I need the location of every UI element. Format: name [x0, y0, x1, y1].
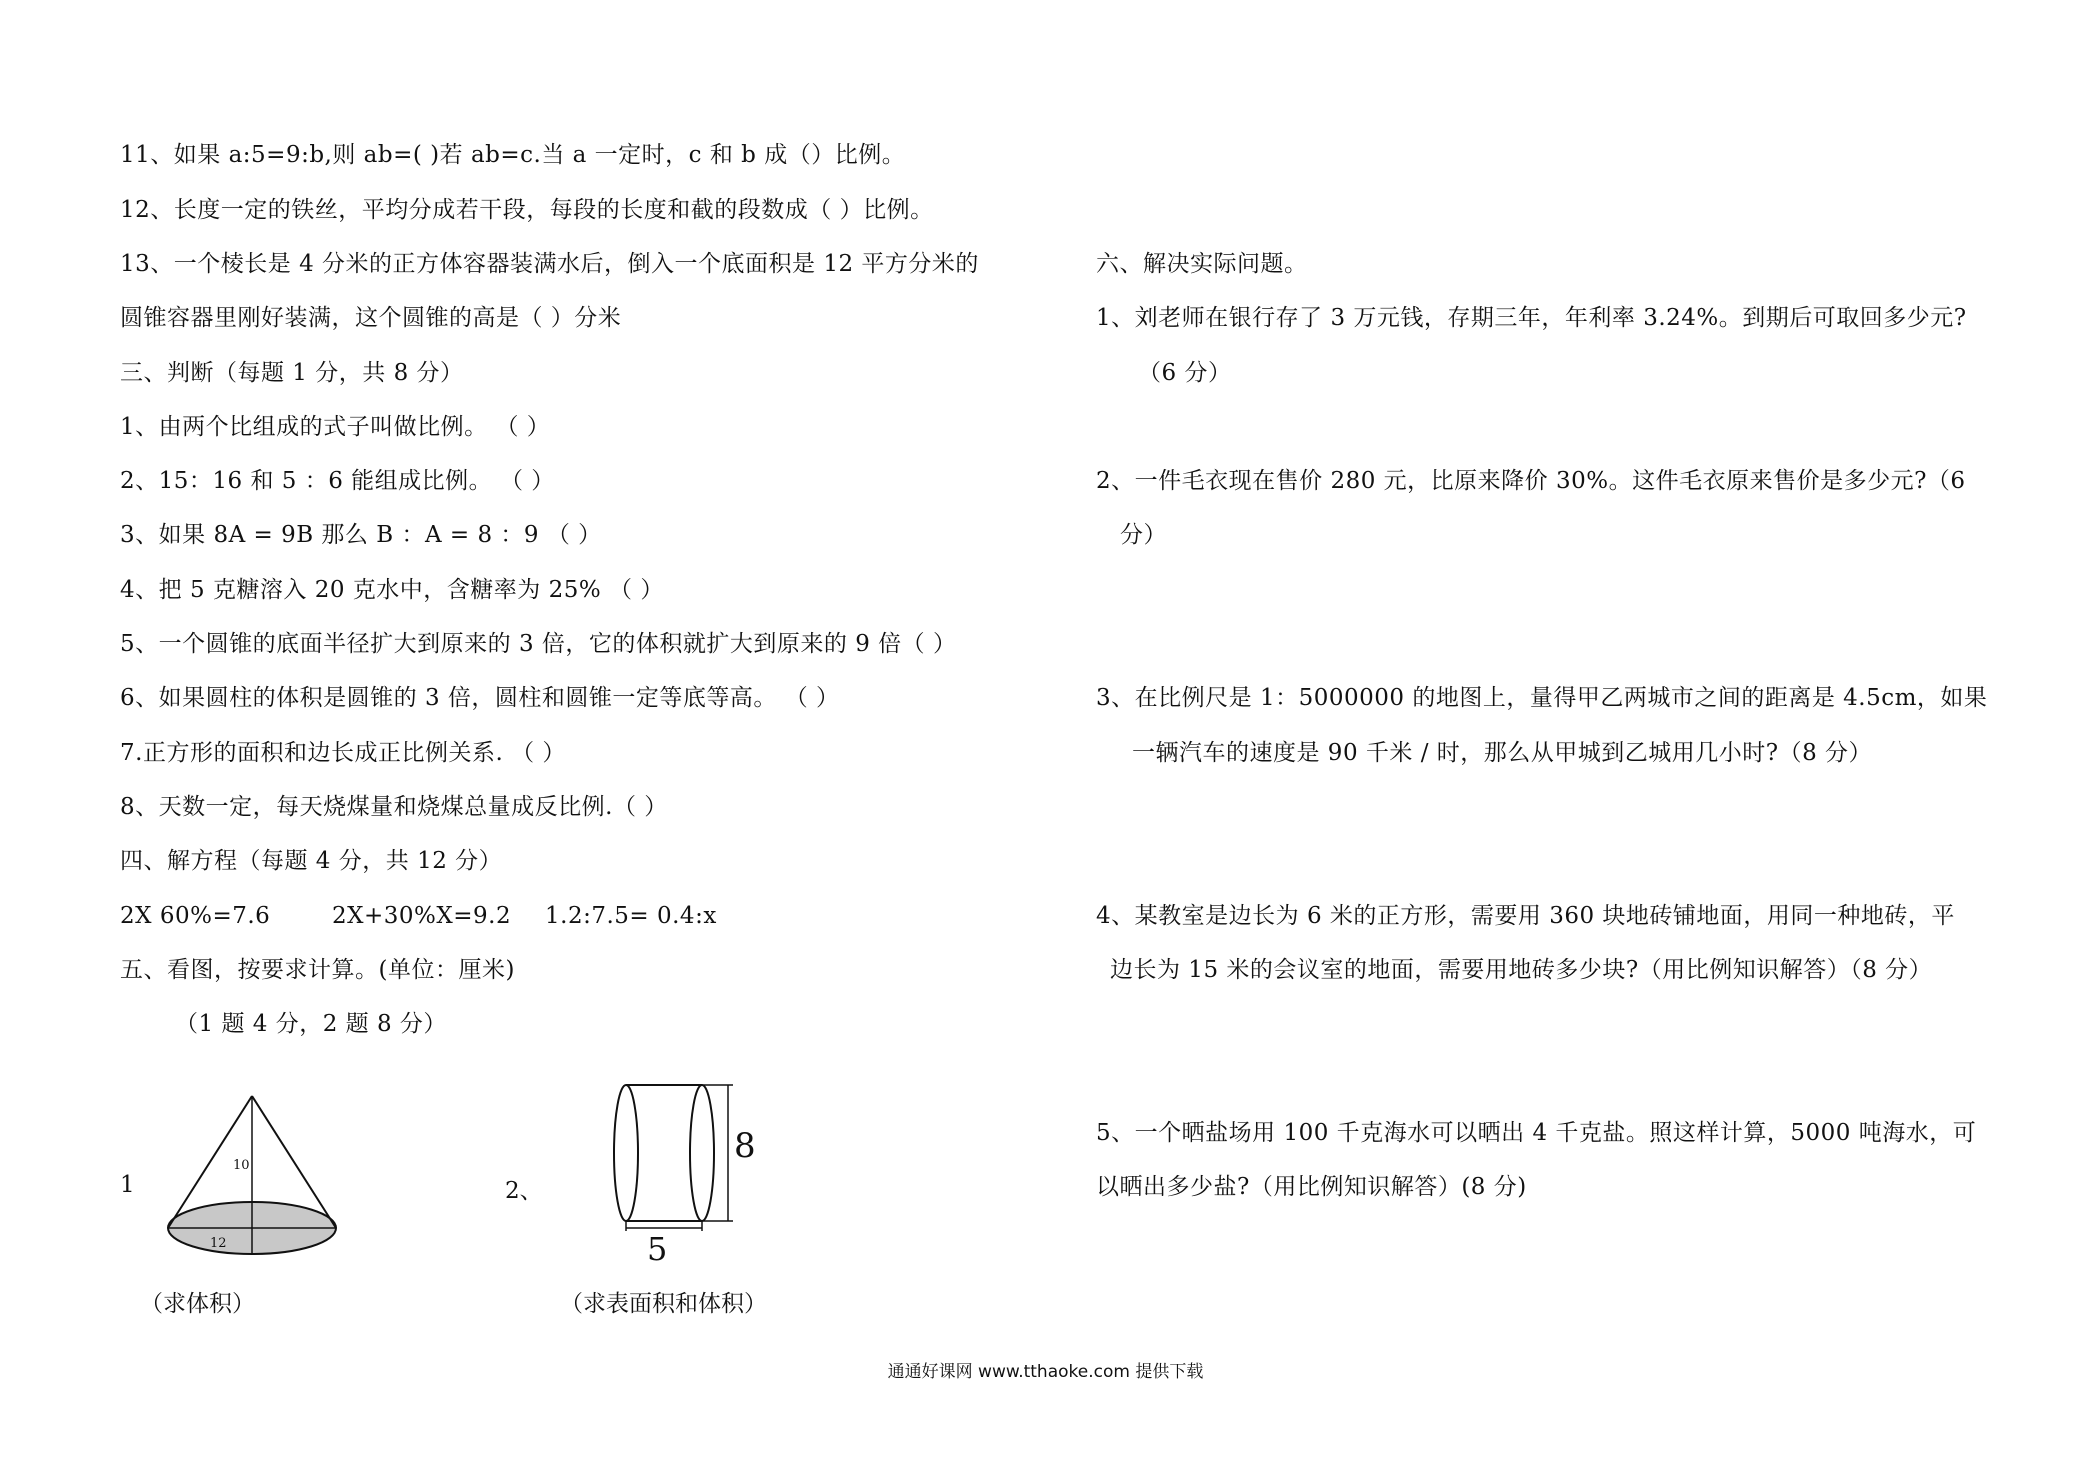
- figure-1-number: 1: [120, 1172, 135, 1198]
- question-12: 12、长度一定的铁丝，平均分成若干段，每段的长度和截的段数成（ ）比例。: [120, 197, 934, 223]
- judge-7: 7.正方形的面积和边长成正比例关系. （ ）: [120, 740, 566, 766]
- judge-5: 5、一个圆锥的底面半径扩大到原来的 3 倍，它的体积就扩大到原来的 9 倍（ ）: [120, 631, 957, 657]
- problem-3-line1: 3、在比例尺是 1：5000000 的地图上，量得甲乙两城市之间的距离是 4.5cm，如果: [1096, 685, 1988, 711]
- section-6-heading: 六、解决实际问题。: [1096, 251, 1308, 277]
- equation-1: 2X 60%=7.6: [120, 903, 271, 929]
- problem-4-line1: 4、某教室是边长为 6 米的正方形，需要用 360 块地砖铺地面，用同一种地砖，平: [1096, 903, 1955, 929]
- cylinder-right-end: [690, 1085, 714, 1221]
- cylinder-height-label: 8: [734, 1126, 756, 1166]
- cylinder-diameter-label: 5: [647, 1230, 668, 1268]
- problem-3-line2: 一辆汽车的速度是 90 千米 / 时，那么从甲城到乙城用几小时?（8 分）: [1132, 740, 1873, 766]
- figure-2-number: 2、: [505, 1178, 543, 1204]
- judge-3: 3、如果 8A = 9B 那么 B ：A = 8 ：9 （ ）: [120, 522, 602, 548]
- section-3-heading: 三、判断（每题 1 分，共 8 分）: [120, 360, 464, 386]
- problem-1-line2: （6 分）: [1138, 360, 1232, 386]
- problem-5-line2: 以晒出多少盐?（用比例知识解答）(8 分): [1096, 1174, 1527, 1200]
- question-11: 11、如果 a:5=9:b,则 ab=( )若 ab=c.当 a 一定时，c 和 b 成（）比例。: [120, 142, 906, 168]
- section-5-heading: 五、看图，按要求计算。(单位：厘米): [120, 957, 515, 983]
- question-13-line2: 圆锥容器里刚好装满，这个圆锥的高是（ ）分米: [120, 305, 622, 331]
- cone-radius-label: 12: [210, 1236, 227, 1251]
- section-4-heading: 四、解方程（每题 4 分，共 12 分）: [120, 848, 503, 874]
- footer-source: 通通好课网 www.tthaoke.com 提供下载: [887, 1362, 1204, 1382]
- cone-height-label: 10: [233, 1158, 250, 1173]
- figure-2-caption: （求表面积和体积）: [560, 1291, 767, 1317]
- cylinder-left-end: [614, 1085, 638, 1221]
- judge-4: 4、把 5 克糖溶入 20 克水中，含糖率为 25% （ ）: [120, 577, 664, 603]
- section-5-scoring: （1 题 4 分，2 题 8 分）: [175, 1011, 447, 1037]
- judge-8: 8、天数一定，每天烧煤量和烧煤总量成反比例.（ ）: [120, 794, 668, 820]
- judge-1: 1、由两个比组成的式子叫做比例。 （ ）: [120, 414, 551, 440]
- problem-5-line1: 5、一个晒盐场用 100 千克海水可以晒出 4 千克盐。照这样计算，5000 吨海水，可: [1096, 1120, 1977, 1146]
- equation-3: 1.2:7.5= 0.4:x: [545, 903, 717, 929]
- problem-4-line2: 边长为 15 米的会议室的地面，需要用地砖多少块?（用比例知识解答）（8 分）: [1110, 957, 1933, 983]
- judge-6: 6、如果圆柱的体积是圆锥的 3 倍，圆柱和圆锥一定等底等高。 （ ）: [120, 685, 840, 711]
- problem-2-line2: 分）: [1120, 522, 1167, 548]
- problem-1-line1: 1、刘老师在银行存了 3 万元钱，存期三年，年利率 3.24%。到期后可取回多少元?: [1096, 305, 1967, 331]
- judge-2: 2、15：16 和 5 ：6 能组成比例。 （ ）: [120, 468, 555, 494]
- figure-1-caption: （求体积）: [140, 1291, 255, 1317]
- equation-2: 2X+30%X=9.2: [332, 903, 512, 929]
- problem-2-line1: 2、一件毛衣现在售价 280 元，比原来降价 30%。这件毛衣原来售价是多少元?（6: [1096, 468, 1966, 494]
- question-13-line1: 13、一个棱长是 4 分米的正方体容器装满水后，倒入一个底面积是 12 平方分米的: [120, 251, 979, 277]
- cone-figure: [142, 1088, 442, 1268]
